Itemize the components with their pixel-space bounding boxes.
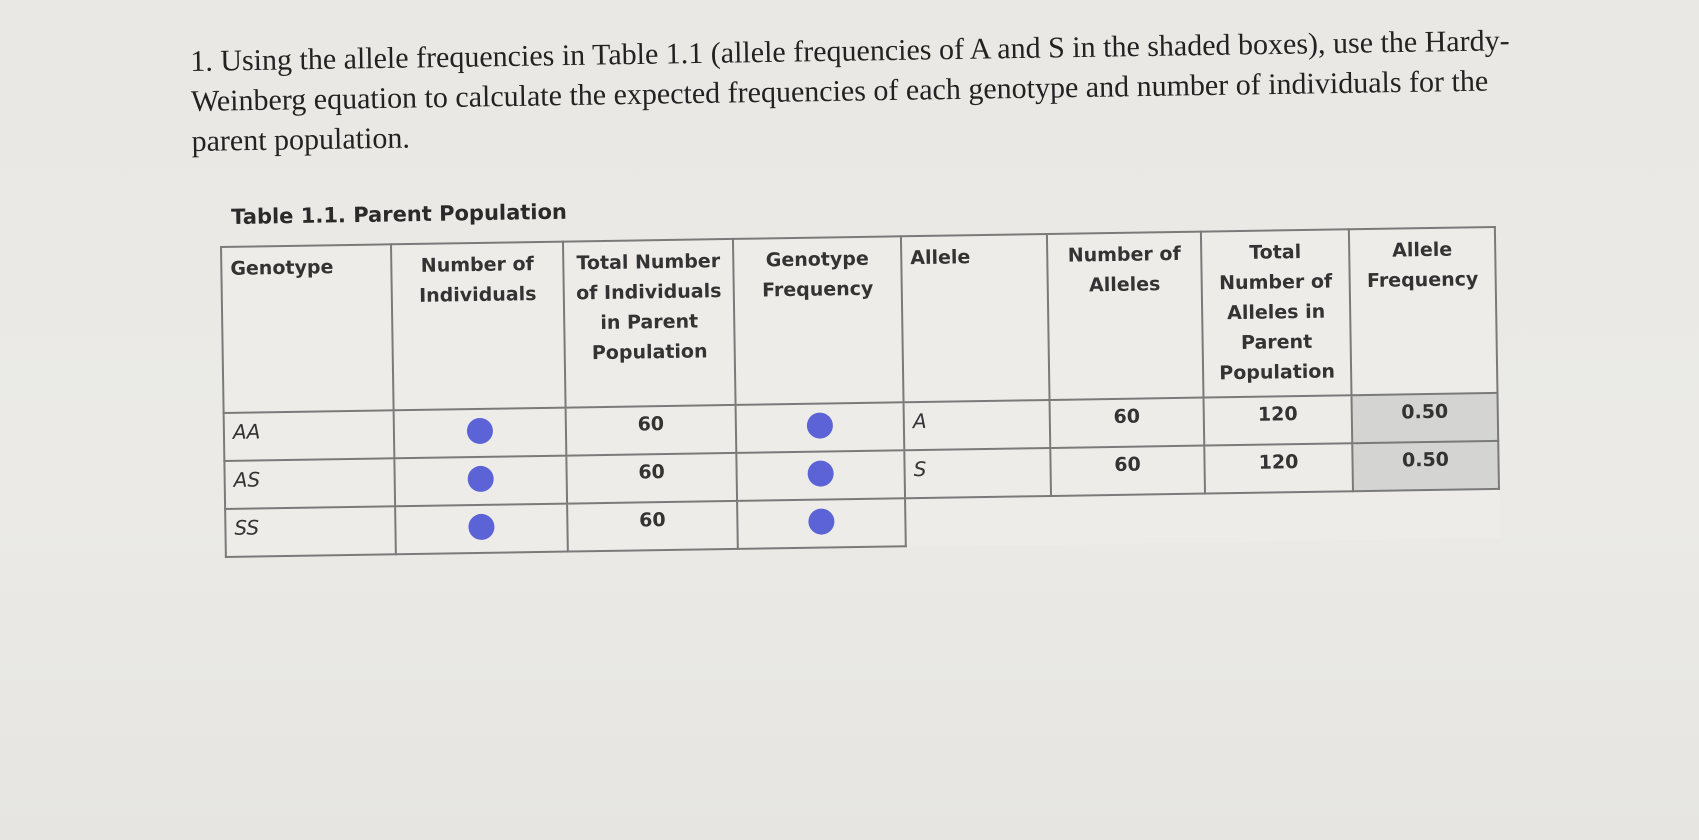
- genotype-cell: AA: [224, 410, 395, 461]
- genotype-frequency-input[interactable]: [737, 498, 906, 549]
- allele-frequency-cell: 0.50: [1351, 393, 1498, 443]
- empty-cell: [1051, 494, 1206, 544]
- empty-cell: [905, 496, 1052, 546]
- number-of-alleles-cell: 60: [1050, 398, 1205, 448]
- number-of-individuals-input[interactable]: [394, 456, 567, 507]
- header-genotype-frequency: Genotype Frequency: [733, 236, 904, 405]
- filled-circle-icon: [807, 460, 833, 486]
- header-number-of-alleles: Number of Alleles: [1047, 232, 1204, 400]
- header-row: [221, 227, 1497, 413]
- header-genotype: Genotype: [221, 244, 394, 413]
- header-allele: Allele: [901, 234, 1050, 402]
- header-total-alleles: Total Number of Alleles in Parent Population: [1201, 229, 1352, 397]
- genotype-frequency-input[interactable]: [736, 450, 905, 501]
- allele-cell: A: [904, 400, 1051, 450]
- genotype-cell: SS: [225, 506, 396, 557]
- question-text: 1. Using the allele frequencies in Table 1.1 (allele frequencies of A and S in the shaded boxes), use the Hardy-Weinberg equation to calculate the expected frequencies of each genotype and number of individuals for the parent population.: [190, 24, 1510, 158]
- allele-frequency-cell: 0.50: [1352, 441, 1499, 491]
- total-individuals-cell: 60: [566, 453, 737, 504]
- total-individuals-cell: 60: [567, 501, 738, 552]
- filled-circle-icon: [807, 412, 833, 438]
- allele-cell: S: [904, 448, 1051, 498]
- filled-circle-icon: [467, 417, 493, 443]
- genotype-frequency-input[interactable]: [736, 402, 905, 453]
- header-number-of-individuals: Number of Individuals: [391, 242, 566, 411]
- total-individuals-cell: 60: [566, 405, 737, 456]
- filled-circle-icon: [467, 465, 493, 491]
- table-title: Table 1.1. Parent Population: [231, 199, 568, 229]
- total-alleles-cell: 120: [1204, 443, 1353, 493]
- header-allele-frequency: Allele Frequency: [1349, 227, 1498, 395]
- parent-population-table-wrapper: [220, 226, 1501, 558]
- filled-circle-icon: [808, 508, 834, 534]
- genotype-cell: AS: [224, 458, 395, 509]
- header-total-individuals: Total Number of Individuals in Parent Population: [563, 239, 736, 408]
- empty-cell: [1353, 489, 1500, 539]
- filled-circle-icon: [468, 513, 494, 539]
- number-of-individuals-input[interactable]: [394, 408, 567, 459]
- number-of-alleles-cell: 60: [1050, 446, 1205, 496]
- total-alleles-cell: 120: [1204, 395, 1353, 445]
- parent-population-table: [220, 226, 1501, 558]
- empty-cell: [1205, 491, 1354, 541]
- number-of-individuals-input[interactable]: [395, 504, 568, 555]
